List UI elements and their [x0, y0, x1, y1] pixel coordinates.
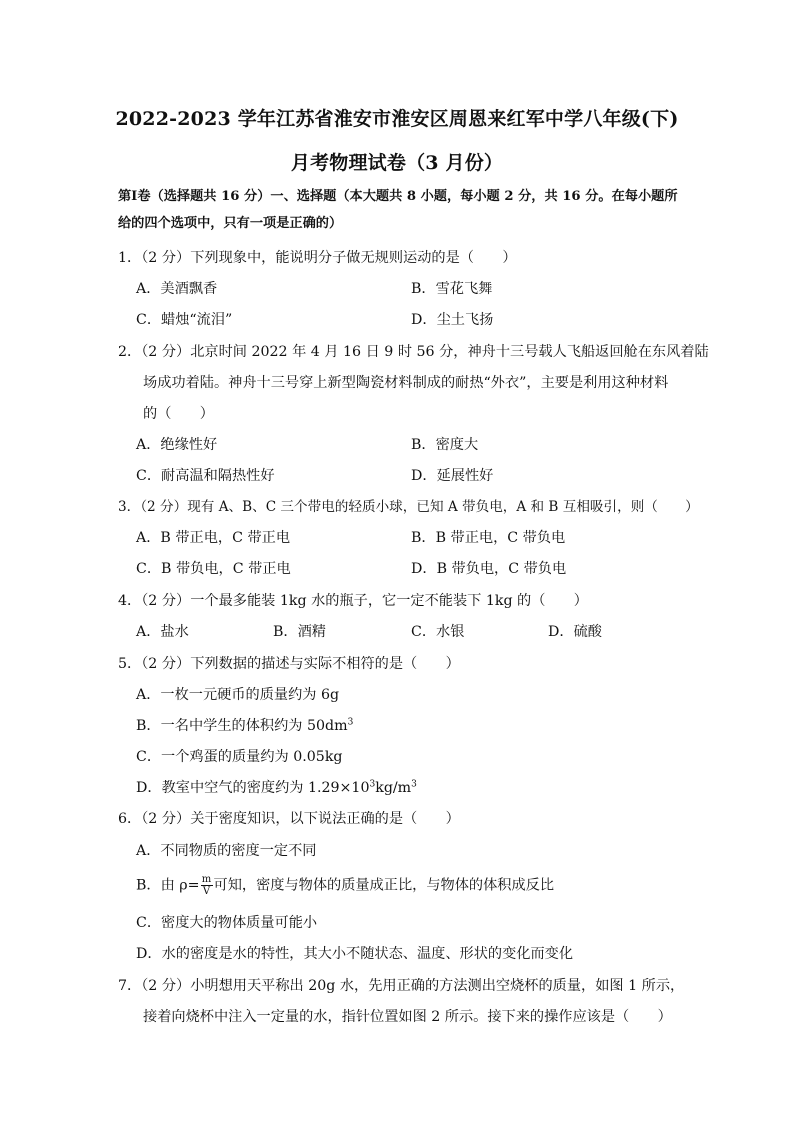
question-5-option-b: [136, 716, 353, 736]
question-2-option-a: A．绝缘性好: [136, 437, 218, 453]
question-2-option-d: D．延展性好: [411, 468, 494, 484]
question-2-stem-line3: 的（ ）: [143, 406, 214, 422]
question-5-option-d-exponent-2: 3: [411, 779, 417, 790]
question-1-option-d: D．尘土飞扬: [411, 312, 494, 328]
question-5-option-d-exponent-1: 3: [369, 779, 376, 790]
question-6-option-d: D．水的密度是水的特性，其大小不随状态、温度、形状的变化而变化: [136, 946, 574, 962]
question-5-option-c: C．一个鸡蛋的质量约为 0.05kg: [136, 749, 343, 765]
section-header: 第Ⅰ卷（选择题共 16 分）一、选择题（本大题共 8 小题，每小题 2 分，共 16 分。在每小题所给的四个选项中，只有一项是正确的）: [118, 189, 678, 231]
question-6-option-a: A．不同物质的密度一定不同: [136, 843, 317, 859]
question-4-option-c: C．水银: [411, 624, 465, 640]
question-6-option-b-prefix: B．由 ρ=: [136, 877, 200, 894]
question-1-option-c: C．蜡烛“流泪”: [136, 312, 233, 328]
question-5-stem: 5．（2 分）下列数据的描述与实际不相符的是（ ）: [118, 656, 460, 672]
question-3-stem: 3．（2 分）现有 A、B、C 三个带电的轻质小球，已知 A 带负电，A 和 B 互相吸引，则（ ）: [118, 499, 699, 515]
question-1-stem: 1．（2 分）下列现象中，能说明分子做无规则运动的是（ ）: [118, 250, 517, 266]
question-6-option-c: C．密度大的物体质量可能小: [136, 915, 318, 931]
question-3-option-b: B．B 带正电，C 带负电: [411, 530, 566, 546]
question-6-stem: 6．（2 分）关于密度知识，以下说法正确的是（ ）: [118, 811, 460, 827]
question-5-option-d: [136, 778, 417, 798]
question-2-stem-line2: 场成功着陆。神舟十三号穿上新型陶瓷材料制成的耐热“外衣”，主要是利用这种材料: [143, 375, 669, 391]
fraction-numerator: m: [201, 874, 212, 885]
question-1-option-b: B．雪花飞舞: [411, 281, 493, 297]
question-3-option-a: A．B 带正电，C 带正电: [136, 530, 291, 546]
question-2-stem-line1: 2．（2 分）北京时间 2022 年 4 月 16 日 9 时 56 分，神舟十三号载人飞船返回舱在东风着陆: [118, 344, 709, 360]
question-2-option-b: B．密度大: [411, 437, 479, 453]
question-6-option-b-suffix: 可知，密度与物体的质量成正比，与物体的体积成反比: [213, 877, 555, 894]
question-4-option-d: D．硫酸: [548, 624, 602, 640]
question-7-stem-line2: 接着向烧杯中注入一定量的水，指针位置如图 2 所示。接下来的操作应该是（ ）: [143, 1009, 672, 1025]
question-5-option-b-exponent: 3: [347, 717, 354, 728]
question-5-option-b-text: B．一名中学生的体积约为 50dm: [136, 718, 348, 734]
question-5-option-a: A．一枚一元硬币的质量约为 6g: [136, 687, 340, 703]
question-1-option-a: A．美酒飘香: [136, 281, 218, 297]
question-2-option-c: C．耐高温和隔热性好: [136, 468, 275, 484]
fraction-denominator: V: [202, 886, 211, 897]
question-4-option-b: B．酒精: [273, 624, 326, 640]
exam-title-line2: 月考物理试卷（3 月份）: [290, 152, 504, 174]
question-4-option-a: A．盐水: [136, 624, 189, 640]
question-4-stem: 4．（2 分）一个最多能装 1kg 水的瓶子，它一定不能装下 1kg 的（ ）: [118, 593, 588, 609]
question-5-option-d-unit: kg/m: [375, 780, 412, 796]
question-3-option-c: C．B 带负电，C 带正电: [136, 561, 291, 577]
exam-title-line1: 2022-2023 学年江苏省淮安市淮安区周恩来红军中学八年级(下): [115, 108, 679, 130]
question-7-stem-line1: 7．（2 分）小明想用天平称出 20g 水，先用正确的方法测出空烧杯的质量，如图 1 所示，: [118, 978, 685, 994]
question-5-option-d-text: D．教室中空气的密度约为 1.29×10: [136, 780, 370, 796]
question-6-option-b: [136, 874, 554, 897]
question-3-option-d: D．B 带负电，C 带负电: [411, 561, 567, 577]
density-formula-fraction: [201, 874, 213, 897]
